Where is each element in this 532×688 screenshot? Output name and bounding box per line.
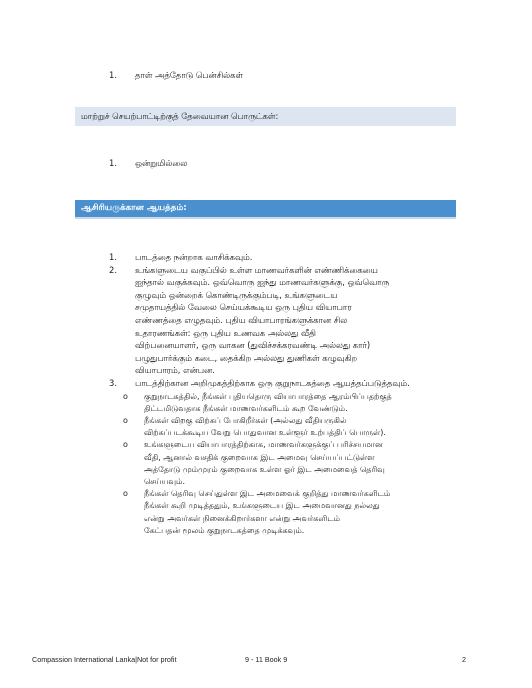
sub-list-item-text: உங்களுடைய வியாபாரத்திற்காக, மாணவர்களுக்குப் பரிச்சயமான வீதி, ஆனால் வசதிக் குறைவாக இட அமைவு செய்யப்பட்டுள்ள அத்தோடு மும்முரம் குறைவாக உள்ள ஓர் இட அமைவைத் தெரிவு செய்யவும்.	[144, 440, 385, 486]
list-item-number: 1.	[109, 158, 117, 168]
sub-list-item	[123, 415, 479, 439]
list-item	[109, 264, 479, 377]
footer-org: Compassion International Lanka|Not for profit	[32, 655, 177, 664]
list-item-text: ஒன்றுமில்லை	[135, 158, 188, 168]
list-item	[109, 377, 479, 537]
teacher-prep-list	[109, 251, 479, 537]
footer-book: 9 - 11 Book 9	[245, 655, 288, 664]
list-item	[109, 69, 469, 82]
sub-list-item-text: நீங்கள் விறகு விற்கப் போகிறீர்கள் (அல்லது வீதியருகில் விற்கப்படக்கூடிய வேறு பொதுவான உள்ளூர் உற்பத்திப் பொருள்).	[144, 415, 386, 438]
sub-list-item	[123, 488, 479, 537]
bullet-icon: o	[123, 440, 128, 450]
footer-page-number: 2	[462, 655, 466, 664]
materials-list-top	[109, 69, 469, 82]
teacher-prep-band	[75, 200, 456, 219]
list-item-number: 1.	[109, 70, 117, 80]
list-item-number: 2.	[109, 264, 117, 275]
materials-band	[75, 107, 456, 126]
bullet-icon: o	[123, 415, 128, 425]
teacher-prep-heading: ஆசிரியருக்கான ஆயத்தம்:	[81, 203, 187, 213]
list-item	[109, 157, 469, 170]
materials-heading: மாற்றுச் செயற்பாட்டிற்குத் தேவையான பொருட்கள்:	[81, 110, 279, 121]
bullet-icon: o	[123, 489, 128, 499]
list-item-text: பாடத்திற்கான அறிமுகத்திற்காக ஒரு குறுநாடகத்தை ஆயத்தப்படுத்தவும்.	[135, 377, 410, 388]
list-item-number: 1.	[109, 252, 117, 262]
list-item-text: தாள் அத்தோடு பென்சில்கள்	[135, 70, 244, 80]
list-item-text: உங்களுடைய வகுப்பில் உள்ள மாணவர்களின் எண்ணிக்கையை ஐந்தால் வகுக்கவும். ஒவ்வொரு ஐந்து மாணவர்களுக்கு, ஒவ்வொரு குழுவும் ஒன்றைக் கொண்டிருக்கும்படி, உங்களுடைய சமுதாயத்தில் வேலை செய்யக்கூடிய ஒரு புதிய வியாபார எண்ணத்தை எழுதவும். புதிய வியாபாரங்களுக்கான சில உதாரணங்கள்: ஒரு புதிய உணவக அல்லது வீதி விற்பனையாளர், ஒரு வாகன (துவிச்சக்கரவண்டி அல்லது கார்) பழுதுபார்க்கும் கடை, தைக்கிற அல்லது துணிகள் கழுவுகிற வியாபாரம், என்பன.	[135, 264, 390, 376]
bullet-icon: o	[123, 391, 128, 401]
sub-list-item-text: நீங்கள் தெரிவு செய்துள்ள இட அமைவைக் குறித்து மாணவர்களிடம் நீங்கள் கூறி முடித்ததும், உங்களுடைய இட அமைவானது நல்லது என்று அவர்கள் நினைக்கிறார்களா என்று அவர்களிடம் கேட்பதன் மூலம் குறுநாடகத்தை முடிக்கவும்.	[144, 489, 391, 535]
list-item-text: பாடத்தை நன்றாக வாசிக்கவும்.	[135, 252, 253, 262]
sub-list-item	[123, 391, 479, 415]
list-item	[109, 251, 479, 264]
sub-list	[109, 391, 479, 537]
alternate-materials-list	[109, 157, 469, 170]
sub-list-item-text: குறுநாடகத்தில், நீங்கள் புதியதொரு வியாபாரத்தை ஆரம்பிப்பதற்குத் திட்டமிடுவதாக நீங்கள் மாணவர்களிடம் கூற வேண்டும்.	[144, 391, 392, 413]
sub-list-item	[123, 439, 479, 488]
list-item-number: 3.	[109, 377, 117, 388]
